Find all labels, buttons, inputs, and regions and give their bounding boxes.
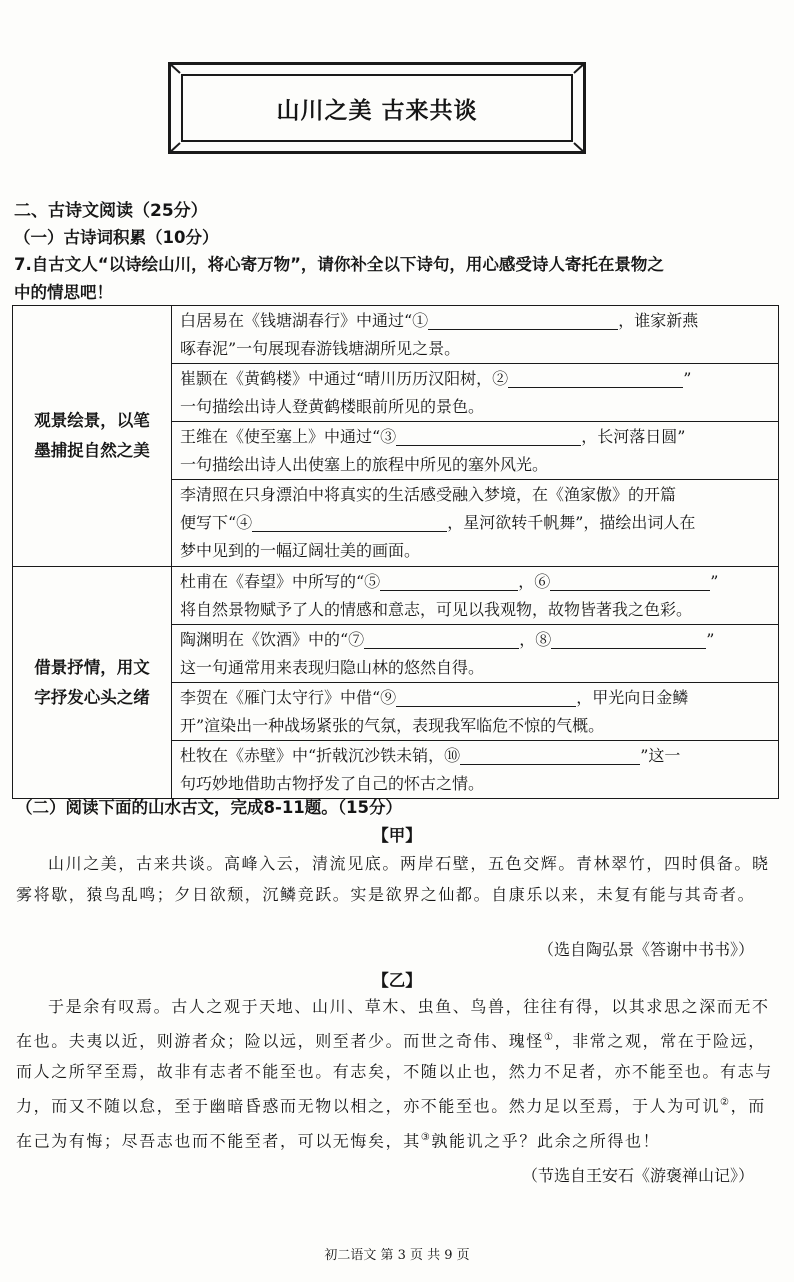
question-7-line1: 7.自古文人“以诗绘山川，将心寄万物”，请你补全以下诗句，用心感受诗人寄托在景物之 — [14, 255, 664, 274]
category-2-line2: 字抒发心头之绪 — [34, 687, 150, 707]
item-4-text-a: 李清照在只身漂泊中将真实的生活感受融入梦境，在《渔家傲》的开篇 — [180, 485, 677, 504]
item-8-text-b: ”这一 — [640, 746, 681, 765]
item-4-text-b: 便写下“④ — [180, 513, 253, 532]
item-5-text-a: 杜甫在《春望》中所写的“⑤ — [180, 572, 381, 591]
item-3-text-a: 王维在《使至塞上》中通过“③ — [180, 427, 397, 446]
answer-blank-1[interactable] — [428, 309, 618, 330]
item-6-text-a: 陶渊明在《饮酒》中的“⑦ — [180, 630, 365, 649]
item-1-text-b: ，谁家新燕 — [618, 311, 699, 330]
table-row — [172, 741, 779, 799]
category-cell-2 — [13, 567, 172, 799]
item-6-text-d: 这一句通常用来表现归隐山林的悠然自得。 — [180, 658, 485, 677]
answer-blank-5[interactable] — [380, 570, 518, 591]
item-5-text-c: ” — [710, 572, 719, 591]
passage-yi-source: （节选自王安石《游褒禅山记》） — [521, 1166, 754, 1185]
item-3-text-b: ，长河落日圆” — [581, 427, 686, 446]
category-cell-1 — [13, 306, 172, 567]
footnote-marker-2: ② — [720, 1097, 731, 1109]
item-2-text-b: ” — [683, 369, 692, 388]
answer-blank-10[interactable] — [460, 744, 640, 765]
table-row — [172, 480, 779, 567]
category-1-line2: 墨捕捉自然之美 — [34, 441, 150, 460]
item-4-text-c: ，星河欲转千帆舞”，描绘出词人在 — [447, 513, 696, 532]
item-8-text-a: 杜牧在《赤壁》中“折戟沉沙铁未销，⑩ — [180, 746, 461, 765]
footnote-marker-3: ③ — [420, 1131, 432, 1143]
answer-blank-6[interactable] — [550, 570, 710, 591]
footnote-marker-1: ① — [544, 1032, 555, 1043]
table-row — [172, 625, 779, 683]
table-row — [172, 683, 779, 741]
table-row — [172, 567, 779, 625]
item-4-text-d: 梦中见到的一幅辽阔壮美的画面。 — [180, 541, 421, 560]
answer-blank-7[interactable] — [364, 628, 519, 649]
table-row — [172, 422, 779, 480]
passage-jia-label: 【甲】 — [372, 826, 422, 845]
item-1-text-a: 白居易在《钱塘湖春行》中通过“① — [180, 311, 429, 330]
section-heading: 二、古诗文阅读（25分） — [14, 201, 208, 221]
passage-jia-source: （选自陶弘景《答谢中书书》） — [537, 940, 754, 959]
passage-yi-text — [16, 991, 776, 1156]
item-8-text-c: 句巧妙地借助古物抒发了自己的怀古之情。 — [180, 774, 485, 793]
item-6-text-c: ” — [706, 630, 715, 649]
answer-blank-8[interactable] — [551, 628, 706, 649]
item-5-text-b: ，⑥ — [518, 572, 551, 591]
item-7-text-c: 开”渲染出一种战场紧张的气氛，表现我军临危不惊的气概。 — [180, 716, 605, 735]
passage-yi-label: 【乙】 — [372, 971, 422, 990]
category-2-line1: 借景抒情，用文 — [34, 657, 150, 677]
question-7-line2: 中的情思吧！ — [14, 283, 113, 302]
answer-blank-2[interactable] — [508, 367, 683, 388]
table-row — [172, 364, 779, 422]
item-3-text-c: 一句描绘出诗人出使塞上的旅程中所见的塞外风光。 — [180, 455, 549, 474]
recitation-table — [12, 305, 779, 799]
title-box — [168, 62, 586, 154]
passage-jia-text: 山川之美，古来共谈。高峰入云，清流见底。两岸石壁，五色交辉。青林翠竹，四时俱备。晓雾将歇，猿鸟乱鸣；夕日欲颓，沉鳞竞跃。实是欲界之仙都。自康乐以来，未复有能与其奇者。 — [16, 854, 770, 904]
page-title: 山川之美 古来共谈 — [276, 97, 478, 124]
item-2-text-c: 一句描绘出诗人登黄鹤楼眼前所见的景色。 — [180, 397, 485, 416]
answer-blank-9[interactable] — [396, 686, 576, 707]
sub-heading-2: （二）阅读下面的山水古文，完成8-11题。（15分） — [16, 798, 403, 817]
item-6-text-b: ，⑧ — [519, 630, 552, 649]
item-5-text-d: 将自然景物赋予了人的情感和意志，可见以我观物，故物皆著我之色彩。 — [180, 600, 693, 619]
answer-blank-3[interactable] — [396, 425, 581, 446]
table-row — [172, 306, 779, 364]
page-footer: 初二语文 第 3 页 共 9 页 — [324, 1248, 470, 1263]
passage-yi-part-1: 于是余有叹焉。古人之观于天地、山川、草木、虫鱼、鸟兽，往往有得，以其求思之深而无不在也。夫夷以近，则游者众；险以远，则至者少。而世之奇伟、瑰怪 — [16, 997, 770, 1051]
item-7-text-a: 李贺在《雁门太守行》中借“⑨ — [180, 688, 397, 707]
passage-yi-part-3: ，而在己为有悔；尽吾志也而不能至者，可以无悔矣，其 — [16, 1096, 766, 1150]
category-1-line1: 观景绘景，以笔 — [34, 411, 150, 430]
item-7-text-b: ，甲光向日金鳞 — [576, 688, 689, 707]
item-1-text-c: 啄春泥”一句展现春游钱塘湖所见之景。 — [180, 339, 461, 358]
passage-yi-part-4: 孰能讥之乎？此余之所得也！ — [431, 1130, 661, 1150]
answer-blank-4[interactable] — [252, 511, 447, 532]
passage-yi-part-2: ，非常之观，常在于险远，而人之所罕至焉，故非有志者不能至也。有志矣，不随以止也，然力不足者，亦不能至也。有志与力，而又不随以怠，至于幽暗昏惑而无物以相之，亦不能至也。然力足以至焉，于人为可讥 — [16, 1031, 773, 1116]
item-2-text-a: 崔颢在《黄鹤楼》中通过“晴川历历汉阳树，② — [180, 369, 509, 388]
sub-heading-1: （一）古诗词积累（10分） — [14, 228, 219, 247]
